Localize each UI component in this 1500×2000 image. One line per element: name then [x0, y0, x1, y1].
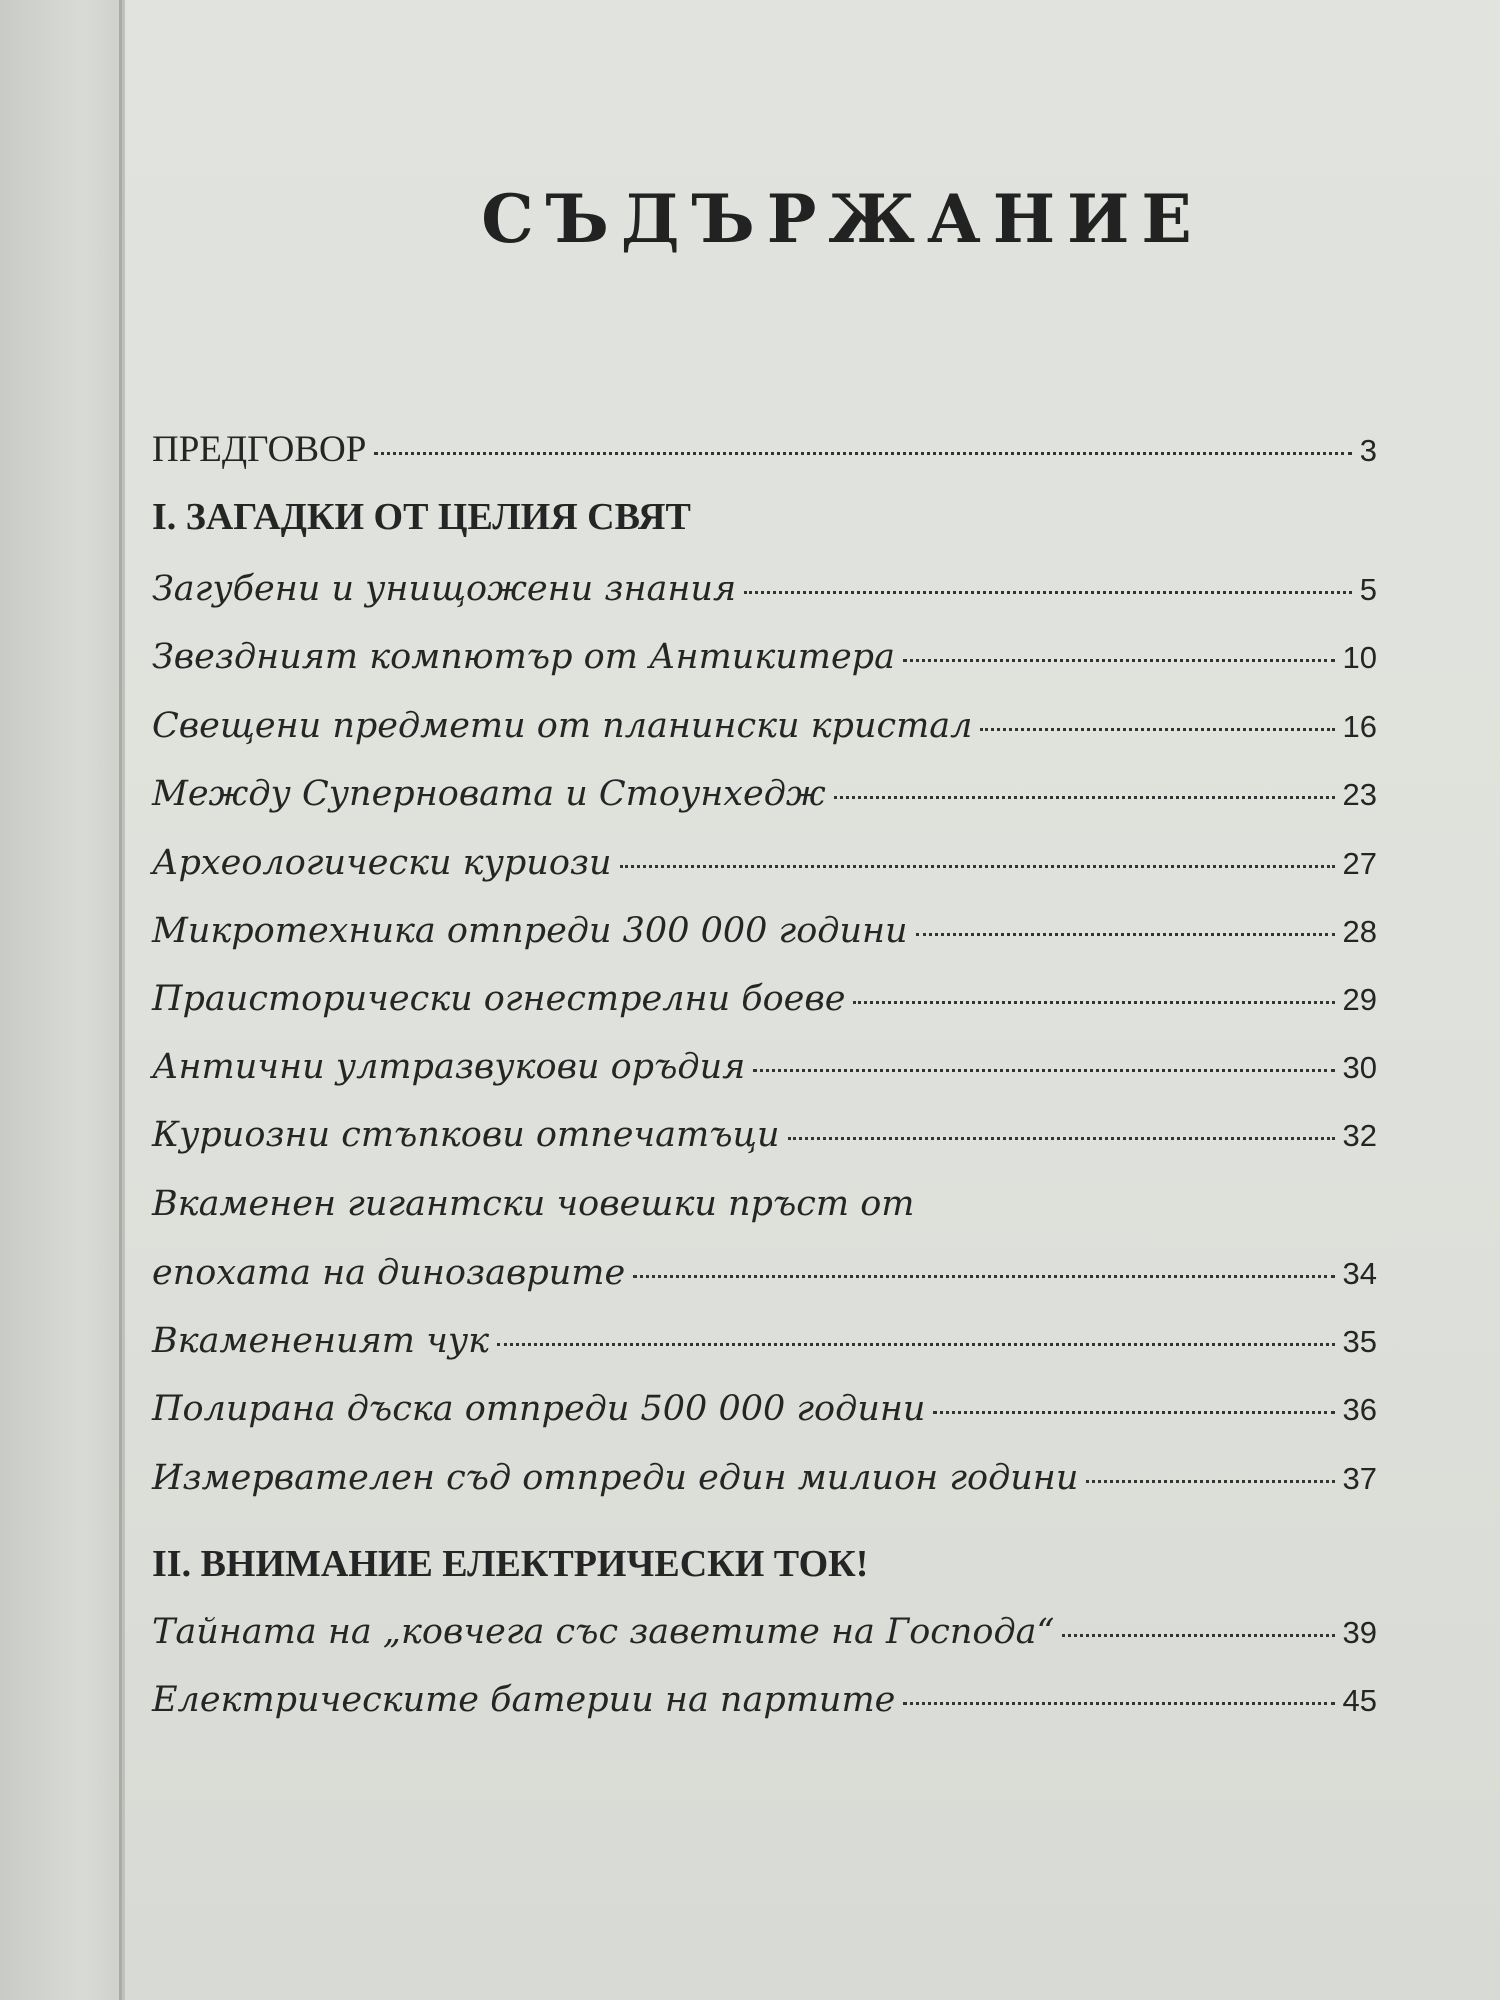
toc-entry[interactable] — [152, 911, 1377, 951]
dot-leader — [853, 1001, 1334, 1004]
toc-entry-label: Загубени и унищожени знания — [152, 569, 737, 609]
toc-entry[interactable] — [152, 774, 1377, 814]
adjacent-page-edge — [0, 0, 122, 2000]
dot-leader — [788, 1137, 1335, 1140]
toc-entry-label: ПРЕДГОВОР — [152, 429, 367, 470]
toc-page-number: 5 — [1359, 572, 1377, 607]
toc-page-number: 34 — [1342, 1256, 1377, 1291]
toc-entry-label: Свещени предмети от планински кристал — [152, 706, 973, 746]
dot-leader — [633, 1275, 1334, 1278]
toc-entry[interactable] — [152, 843, 1377, 883]
dot-leader — [744, 591, 1352, 594]
toc-page-number: 36 — [1342, 1392, 1377, 1427]
toc-entry[interactable] — [152, 1115, 1377, 1155]
toc-entry-label: Археологически куриози — [152, 843, 612, 883]
toc-entry-preface[interactable] — [152, 428, 1377, 471]
dot-leader — [620, 865, 1335, 868]
toc-entry-label: епохата на динозаврите — [152, 1253, 626, 1293]
toc-page-number: 16 — [1342, 709, 1377, 744]
toc-entry-label: Звездният компютър от Антикитера — [152, 637, 895, 677]
toc-page-number: 37 — [1342, 1461, 1377, 1496]
dot-leader — [374, 452, 1351, 455]
toc-entry-label: Микротехника отпреди 300 000 години — [152, 911, 908, 951]
toc-entry-label: Между Суперновата и Стоунхедж — [152, 774, 826, 814]
toc-page-number: 10 — [1342, 640, 1377, 675]
section-heading-label: II. ВНИМАНИЕ ЕЛЕКТРИЧЕСКИ ТОК! — [152, 1543, 869, 1585]
toc-page-number: 35 — [1342, 1324, 1377, 1359]
toc-entry-label: Електрическите батерии на партите — [152, 1680, 896, 1720]
toc-entry[interactable] — [152, 1047, 1377, 1087]
dot-leader — [980, 728, 1334, 731]
toc-entry-line1[interactable] — [152, 1184, 1377, 1224]
toc-entry-label: Праисторически огнестрелни боеве — [152, 979, 846, 1019]
section-heading-1[interactable] — [152, 495, 1377, 539]
dot-leader — [903, 659, 1335, 662]
toc-entry[interactable] — [152, 706, 1377, 746]
dot-leader — [1062, 1634, 1334, 1637]
toc-entry[interactable] — [152, 637, 1377, 677]
section-heading-label: I. ЗАГАДКИ ОТ ЦЕЛИЯ СВЯТ — [152, 496, 691, 538]
toc-page-number: 30 — [1342, 1050, 1377, 1085]
dot-leader — [916, 933, 1335, 936]
toc-page-number: 28 — [1342, 914, 1377, 949]
toc-entry[interactable] — [152, 1321, 1377, 1361]
dot-leader — [753, 1069, 1334, 1072]
toc-page-number: 32 — [1342, 1118, 1377, 1153]
toc-page-number: 3 — [1359, 433, 1377, 468]
toc-entry-label: Полирана дъска отпреди 500 000 години — [152, 1389, 926, 1429]
toc-entry-label: Вкамененият чук — [152, 1321, 490, 1361]
toc-entry-label: Измервателен съд отпреди един милион години — [152, 1458, 1079, 1498]
toc-entry[interactable] — [152, 1680, 1377, 1720]
toc-entry-label: Тайната на „ковчега със заветите на Господа“ — [152, 1612, 1055, 1652]
toc-page-number: 23 — [1342, 777, 1377, 812]
toc-entry-label: Куриозни стъпкови отпечатъци — [152, 1115, 780, 1155]
section-heading-2[interactable] — [152, 1542, 1377, 1586]
toc-entry[interactable] — [152, 1389, 1377, 1429]
toc-entry[interactable] — [152, 569, 1377, 609]
toc-entry[interactable] — [152, 1458, 1377, 1498]
toc-entry-label: Антични ултразвукови оръдия — [152, 1047, 746, 1087]
toc-page-number: 39 — [1342, 1615, 1377, 1650]
dot-leader — [834, 796, 1335, 799]
dot-leader — [903, 1702, 1334, 1705]
dot-leader — [1086, 1480, 1334, 1483]
toc-page-number: 29 — [1342, 982, 1377, 1017]
toc-page-number: 27 — [1342, 846, 1377, 881]
toc-entry[interactable] — [152, 1612, 1377, 1652]
toc-page-number: 45 — [1342, 1683, 1377, 1718]
dot-leader — [497, 1343, 1334, 1346]
dot-leader — [933, 1411, 1334, 1414]
toc-entry-line2[interactable] — [152, 1253, 1377, 1293]
toc-entry[interactable] — [152, 979, 1377, 1019]
toc-entry-label: Вкаменен гигантски човешки пръст от — [152, 1184, 915, 1224]
page-title: СЪДЪРЖАНИЕ — [481, 180, 1204, 258]
